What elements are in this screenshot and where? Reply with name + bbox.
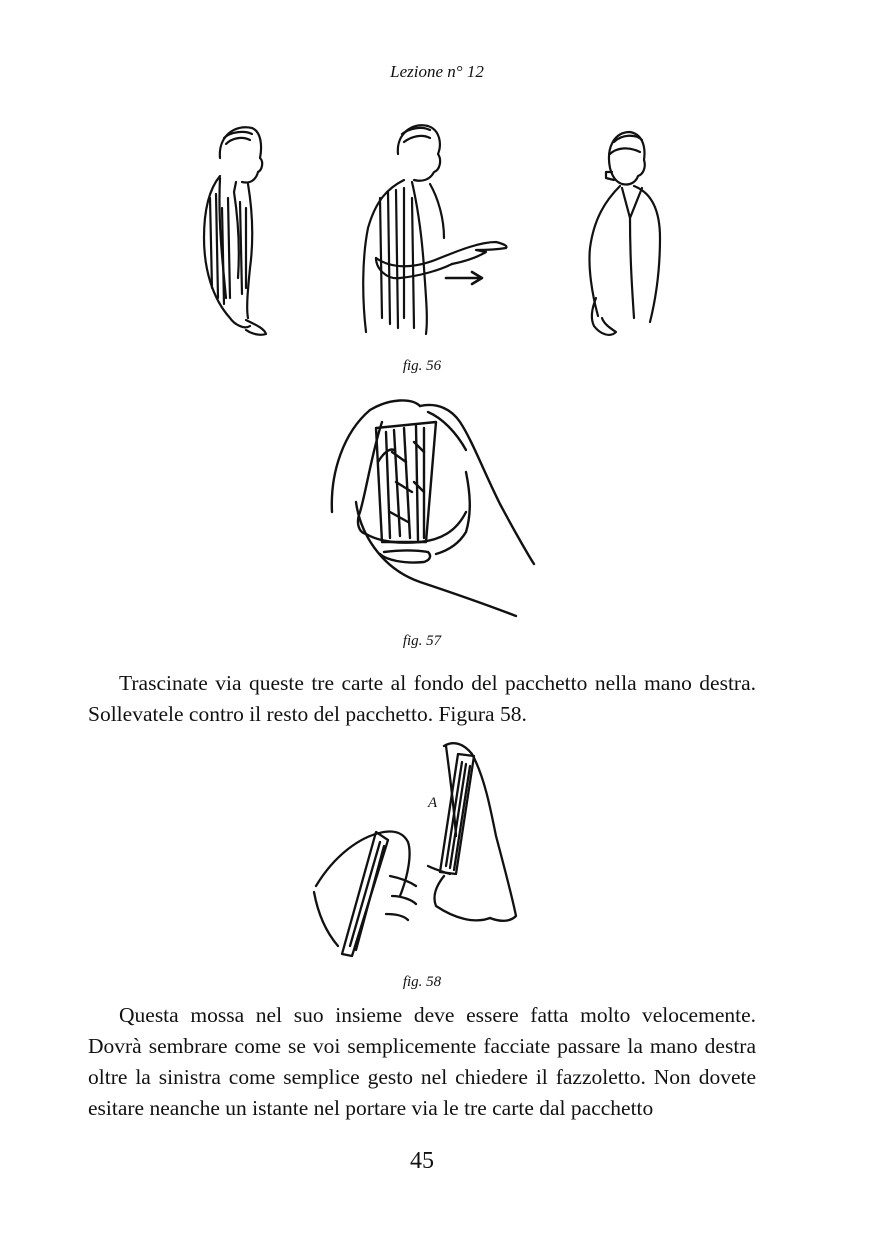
man-right-illustration xyxy=(589,132,660,335)
paragraph-1: Trascinate via queste tre carte al fondo del pacchetto nella mano destra. Sollevatele contro il resto del pacchetto. Figura 58. xyxy=(88,671,756,726)
figure-58-caption: fig. 58 xyxy=(402,974,442,990)
man-left-illustration xyxy=(204,127,266,335)
figure-57 xyxy=(320,392,540,622)
figure-57-caption: fig. 57 xyxy=(402,633,442,649)
hands-packets-illustration xyxy=(314,743,516,956)
figure-56 xyxy=(190,118,670,350)
paragraph-2: Questa mossa nel suo insieme deve essere fatta molto velocemente. Dovrà sembrare come se voi semplicemente facciate passare la mano destra oltre la sinistra come semplice gesto nel chiedere il fazzoletto. Non dovete esitare neanche un istante nel portare via le tre carte dal pacchetto xyxy=(88,1003,756,1120)
hands-cards-illustration xyxy=(332,400,534,616)
figure-58-label: A xyxy=(428,795,438,811)
figure-56-caption: fig. 56 xyxy=(402,358,442,374)
figure-58 xyxy=(304,736,528,962)
running-header: Lezione n° 12 xyxy=(390,62,484,81)
page-number: 45 xyxy=(410,1148,434,1174)
man-center-illustration xyxy=(363,125,506,334)
